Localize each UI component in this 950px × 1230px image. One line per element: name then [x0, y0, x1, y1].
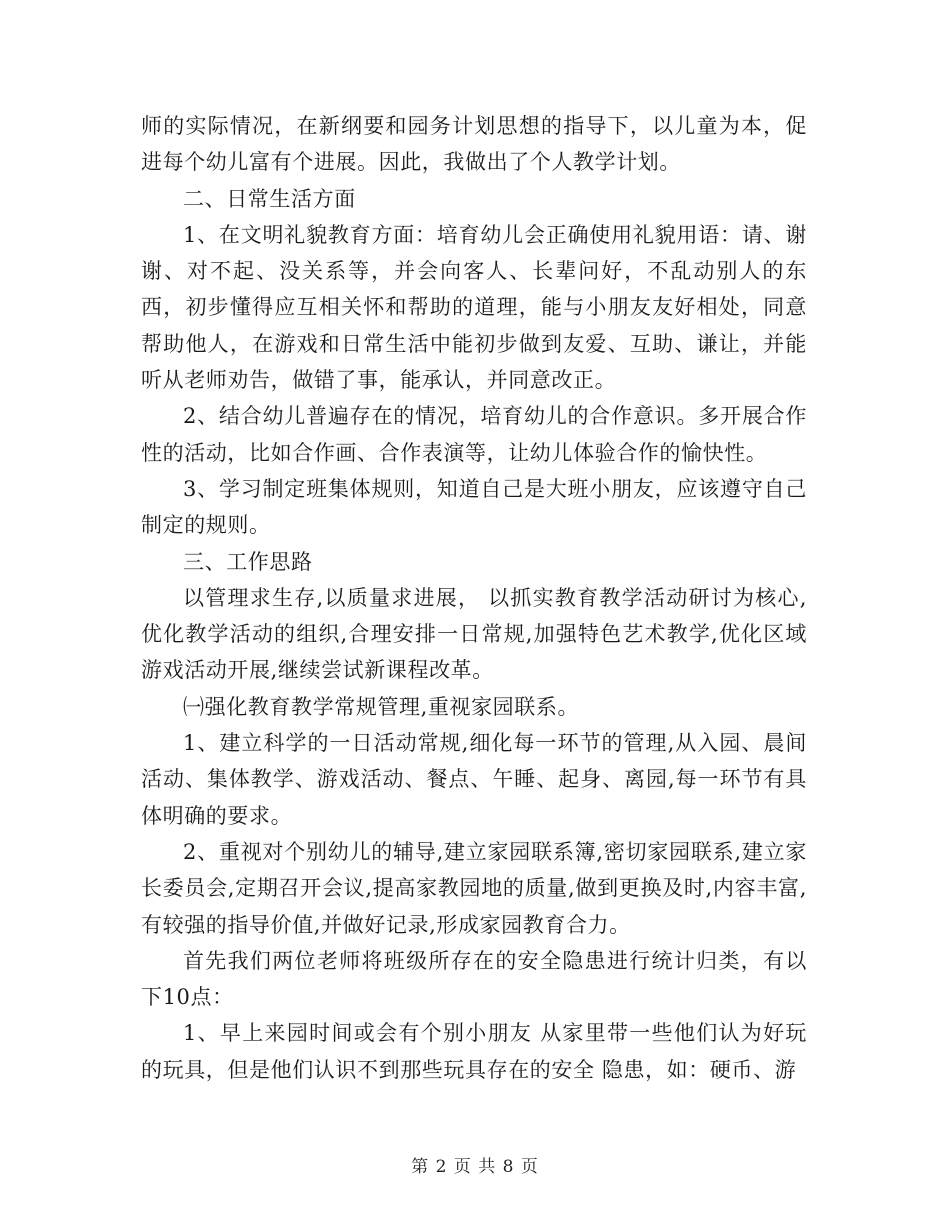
paragraph-daily-routine: 1、建立科学的一日活动常规,细化每一环节的管理,从入园、晨间活动、集体教学、游戏活动、餐点、午睡、起身、离园,每一环节有具体明确的要求。: [141, 731, 807, 828]
paragraph-home-school-contact: 2、重视对个别幼儿的辅导,建立家园联系簿,密切家园联系,建立家长委员会,定期召开会议,提高家教园地的质量,做到更换及时,内容丰富,有较强的指导价值,并做好记录,形成家园教育合力。: [141, 839, 807, 937]
paragraph-safety-item-1: 1、早上来园时间或会有个别小朋友 从家里带一些他们认为好玩的玩具，但是他们认识不到那些玩具存在的安全 隐患，如：硬币、游: [141, 1021, 807, 1082]
page-number-footer: 第 2 页 共 8 页: [411, 1157, 539, 1177]
section-heading-daily-life: 二、日常生活方面: [183, 186, 356, 211]
paragraph-safety-hazards-intro: 首先我们两位老师将班级所存在的安全隐患进行统计归类，有以下10点：: [141, 948, 807, 1010]
section-heading-work-approach: 三、工作思路: [183, 549, 313, 574]
paragraph-class-rules: 3、学习制定班集体规则，知道自己是大班小朋友，应该遵守自己制定的规则。: [141, 476, 807, 538]
paragraph-continuation: 师的实际情况，在新纲要和园务计划思想的指导下，以儿童为本，促进每个幼儿富有个进展。因此，我做出了个人教学计划。: [141, 114, 807, 175]
paragraph-management-quality: 以管理求生存,以质量求进展， 以抓实教育教学活动研讨为核心,优化教学活动的组织,合理安排一日常规,加强特色艺术教学,优化区域游戏活动开展,继续尝试新课程改革。: [141, 585, 807, 683]
subheading-routine-management: ㈠强化教育教学常规管理,重视家园联系。: [183, 694, 580, 719]
paragraph-manners-education: 1、在文明礼貌教育方面：培育幼儿会正确使用礼貌用语：请、谢谢、对不起、没关系等，并会向客人、长辈问好，不乱动别人的东西，初步懂得应互相关怀和帮助的道理，能与小朋友友好相处，同意帮助他人，在游戏和日常生活中能初步做到友爱、互助、谦让，并能听从老师劝告，做错了事，能承认，并同意改正。: [141, 222, 807, 393]
document-body: [141, 108, 807, 1088]
paragraph-cooperation: 2、结合幼儿普遍存在的情况，培育幼儿的合作意识。多开展合作性的活动，比如合作画、合作表演等，让幼儿体验合作的愉快性。: [141, 404, 807, 465]
